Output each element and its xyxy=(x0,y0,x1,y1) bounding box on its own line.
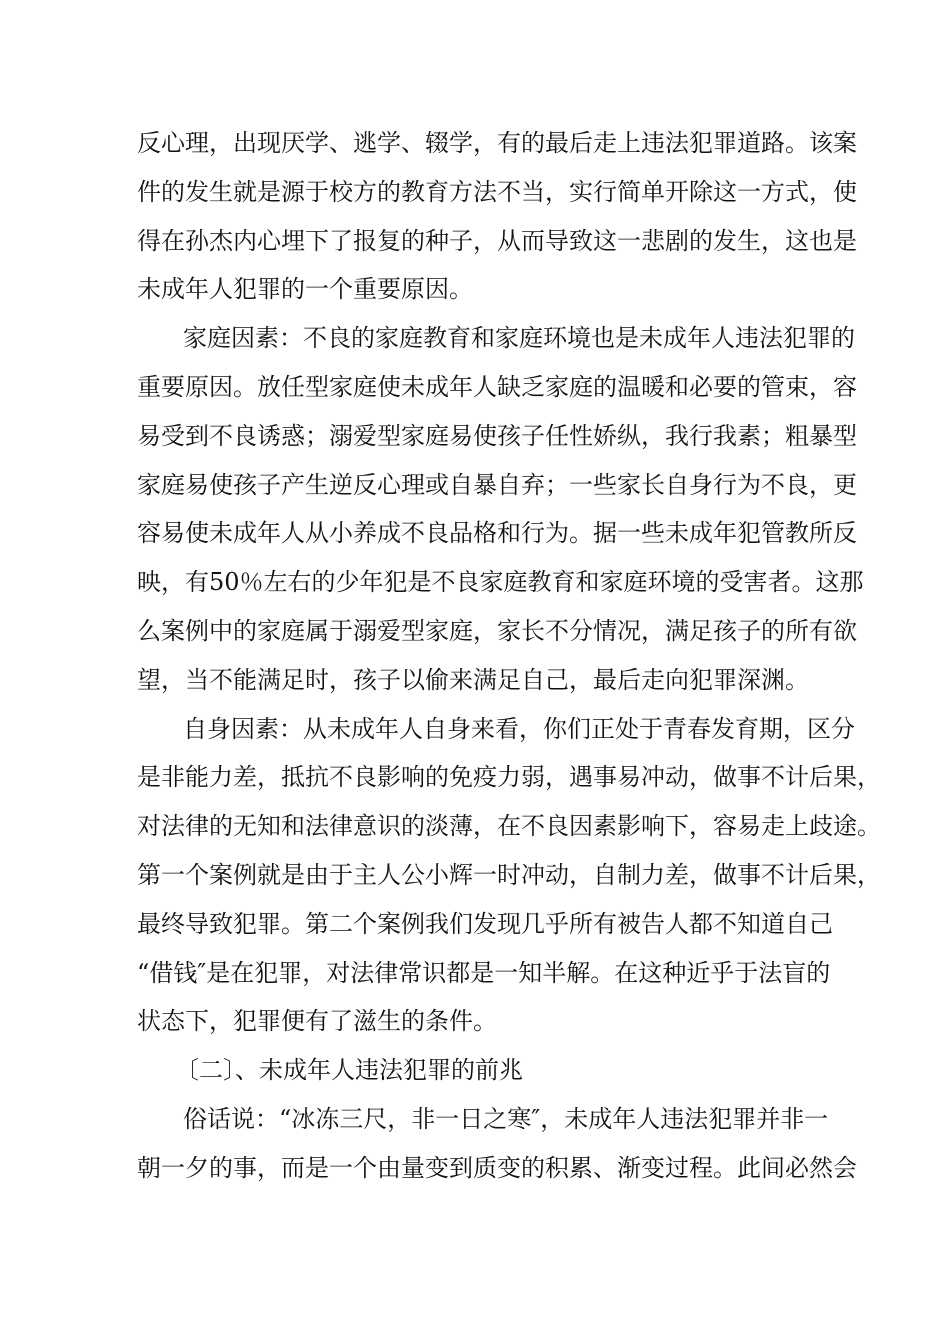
text-line: 得在孙杰内心埋下了报复的种子，从而导致这一悲剧的发生，这也是 xyxy=(137,226,857,255)
paragraph-3 xyxy=(137,705,881,1047)
text-line: 映，有50％左右的少年犯是不良家庭教育和家庭环境的受害者。这那 xyxy=(137,568,864,597)
text-line: 状态下，犯罪便有了滋生的条件。 xyxy=(137,1007,497,1036)
text-line: 是非能力差，抵抗不良影响的免疫力弱，遇事易冲动，做事不计后果， xyxy=(137,763,881,792)
paragraph-2 xyxy=(137,314,864,704)
text-line: 第一个案例就是由于主人公小辉一时冲动，自制力差，做事不计后果， xyxy=(137,860,881,889)
text-line: 对法律的无知和法律意识的淡薄，在不良因素影响下，容易走上歧途。 xyxy=(137,812,881,841)
text-line: 最终导致犯罪。第二个案例我们发现几乎所有被告人都不知道自己 xyxy=(137,909,833,938)
text-line: 容易使未成年人从小养成不良品格和行为。据一些未成年犯管教所反 xyxy=(137,519,857,548)
text-line: 么案例中的家庭属于溺爱型家庭，家长不分情况，满足孩子的所有欲 xyxy=(137,616,857,645)
text-line: 望，当不能满足时，孩子以偷来满足自己，最后走向犯罪深渊。 xyxy=(137,665,809,694)
document-body xyxy=(137,119,881,1193)
text-line: 家庭易使孩子产生逆反心理或自暴自弃；一些家长自身行为不良，更 xyxy=(137,470,857,499)
text-line: 家庭因素：不良的家庭教育和家庭环境也是未成年人违法犯罪的 xyxy=(183,324,855,353)
text-line: “借钱″是在犯罪，对法律常识都是一知半解。在这种近乎于法盲的 xyxy=(137,958,831,987)
text-line: 未成年人犯罪的一个重要原因。 xyxy=(137,275,473,304)
section-heading xyxy=(137,1046,827,1095)
text-line: 易受到不良诱惑；溺爱型家庭易使孩子任性娇纵，我行我素；粗暴型 xyxy=(137,421,857,450)
text-line: 反心理，出现厌学、逃学、辍学，有的最后走上违法犯罪道路。该案 xyxy=(137,129,857,157)
text-line: 俗话说：“冰冻三尺，非一日之寒″，未成年人违法犯罪并非一 xyxy=(183,1104,829,1133)
text-line: 自身因素：从未成年人自身来看，你们正处于青春发育期，区分 xyxy=(183,714,855,743)
paragraph-5 xyxy=(137,1095,857,1193)
section-heading-text: 〔二〕、未成年人违法犯罪的前兆 xyxy=(175,1056,523,1085)
text-line: 件的发生就是源于校方的教育方法不当，实行简单开除这一方式，使 xyxy=(137,177,857,206)
paragraph-1 xyxy=(137,119,857,314)
text-line: 朝一夕的事，而是一个由量变到质变的积累、渐变过程。此间必然会 xyxy=(137,1153,857,1182)
text-line: 重要原因。放任型家庭使未成年人缺乏家庭的温暖和必要的管束，容 xyxy=(137,372,857,401)
